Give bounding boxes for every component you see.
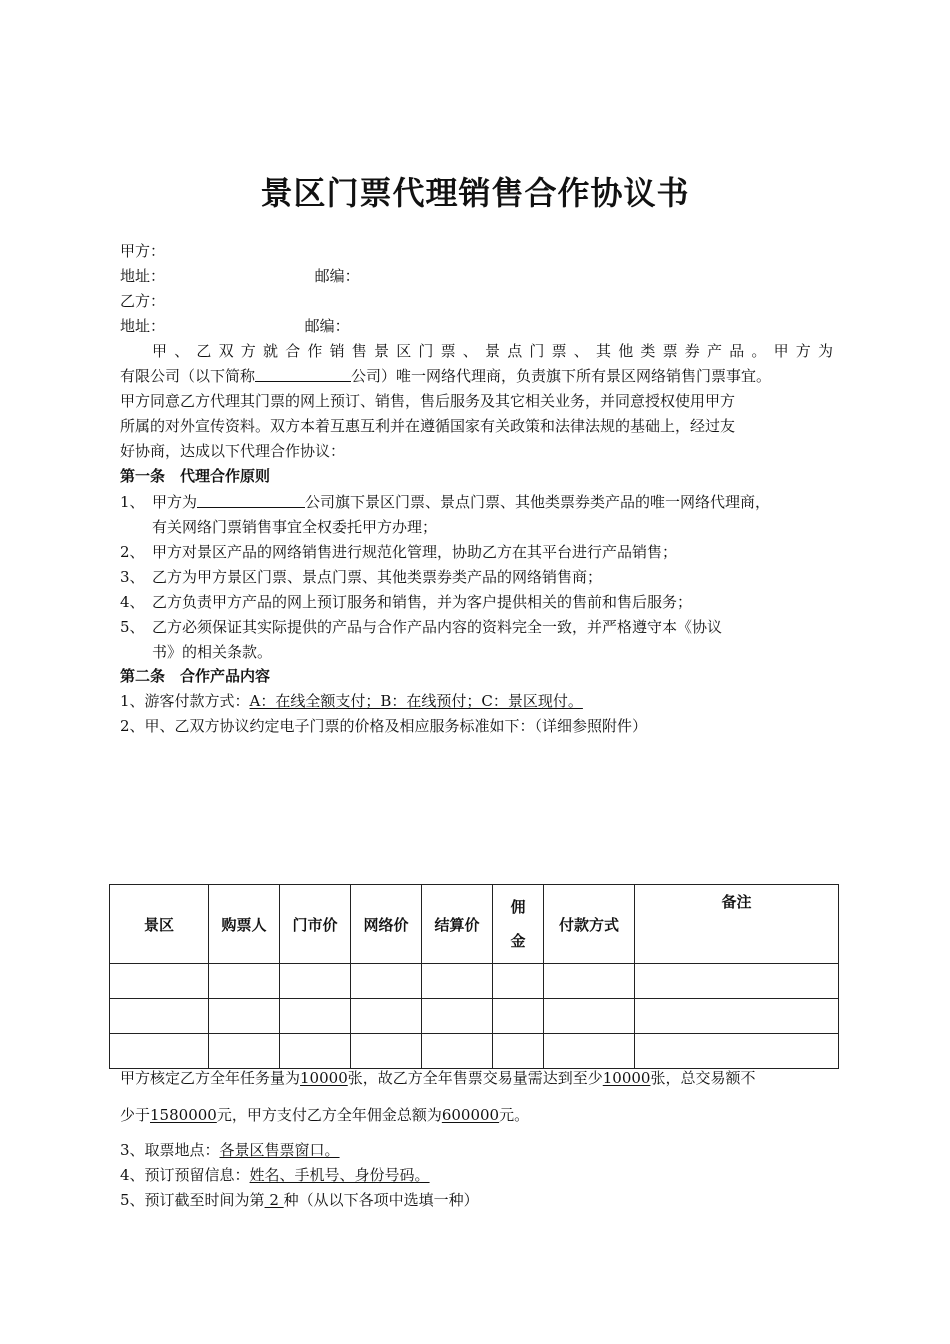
party-a-address: [120, 266, 360, 286]
quota-text: 张，总交易额不: [650, 1069, 756, 1087]
quota-text: 元，甲方支付乙方全年佣金总额为: [216, 1106, 442, 1124]
item-number: 5、: [120, 618, 145, 636]
party-a-label: 甲方：: [120, 242, 166, 260]
intro-line-4: 所属的对外宣传资料。双方本着互惠互利并在遵循国家有关政策和法律法规的基础上，经过友: [120, 417, 736, 435]
pickup-value: 各景区售票窗口。: [219, 1141, 340, 1159]
table-cell[interactable]: [635, 964, 839, 999]
table-row: [110, 999, 839, 1034]
annual-task-quantity: 10000: [300, 1069, 348, 1087]
price-table: [109, 884, 839, 1069]
intro-line-2: [120, 366, 771, 386]
postcode-label: 邮编：: [304, 317, 350, 335]
table-cell[interactable]: [544, 999, 635, 1034]
deadline-text: 种（从以下各项中选填一种）: [283, 1191, 479, 1209]
table-cell[interactable]: [351, 999, 422, 1034]
table-cell[interactable]: [351, 964, 422, 999]
quota-text: 元。: [499, 1106, 530, 1124]
item-number: 4、: [120, 593, 145, 611]
intro-line-1: 甲、乙双方就合作销售景区门票、景点门票、其他类票券产品。甲方为: [152, 342, 841, 360]
table-cell[interactable]: [493, 999, 544, 1034]
payment-value: A：在线全额支付；B：在线预付；C：景区现付。: [249, 692, 583, 710]
item-text: 乙方负责甲方产品的网上预订服务和销售，并为客户提供相关的售前和售后服务；: [152, 593, 693, 611]
article-1-heading: 第一条 代理合作原则: [120, 467, 271, 485]
header-remarks: 备注: [635, 885, 839, 964]
table-row: [110, 964, 839, 999]
company-blank[interactable]: [197, 493, 305, 508]
item-text: 乙方必须保证其实际提供的产品与合作产品内容的资料完全一致，并严格遵守本《协议: [152, 618, 723, 636]
minimum-transaction-amount: 1580000: [150, 1106, 217, 1124]
article-2-heading: 第二条 合作产品内容: [120, 667, 271, 685]
article-1-item-1-cont: 有关网络门票销售事宜全权委托甲方办理；: [152, 518, 438, 536]
article-1-item-2: [0, 541, 950, 561]
intro-text: 有限公司（以下简称: [120, 367, 256, 385]
quota-line-1: [120, 1068, 755, 1088]
intro-text: 公司）唯一网络代理商，负责旗下所有景区网络销售门票事宜。: [351, 367, 772, 385]
table-cell[interactable]: [209, 1034, 280, 1069]
quota-text: 甲方核定乙方全年任务量为: [120, 1069, 301, 1087]
article-1-item-3: [0, 566, 950, 586]
postcode-label: 邮编：: [314, 267, 360, 285]
pickup-location-line: [120, 1140, 340, 1160]
header-retail-price: 门市价: [280, 885, 351, 964]
deadline-option-value: 2: [264, 1191, 284, 1209]
pickup-label: 3、取票地点：: [120, 1141, 220, 1159]
address-label: 地址：: [120, 267, 166, 285]
quota-text: 少于: [120, 1106, 151, 1124]
item-number: 1、: [120, 493, 145, 511]
table-cell[interactable]: [544, 1034, 635, 1069]
intro-line-3: 甲方同意乙方代理其门票的网上预订、销售，售后服务及其它相关业务，并同意授权使用甲方: [120, 392, 736, 410]
table-cell[interactable]: [110, 964, 209, 999]
table-cell[interactable]: [635, 999, 839, 1034]
deadline-label: 5、预订截至时间为第: [120, 1191, 265, 1209]
article-1-item-5: [0, 616, 950, 636]
header-buyer: 购票人: [209, 885, 280, 964]
article-1-item-4: [0, 591, 950, 611]
table-cell[interactable]: [280, 1034, 351, 1069]
payment-method-line: [120, 691, 583, 711]
item-number: 3、: [120, 568, 145, 586]
header-payment-method: 付款方式: [544, 885, 635, 964]
table-row: [110, 1034, 839, 1069]
item-text: 甲方为: [152, 493, 198, 511]
table-cell[interactable]: [635, 1034, 839, 1069]
price-standard-line: 2、甲、乙双方协议约定电子门票的价格及相应服务标准如下：（详细参照附件）: [120, 717, 648, 735]
table-header-row: [110, 885, 839, 964]
document-title: 景区门票代理销售合作协议书: [260, 174, 690, 212]
intro-line-5: 好协商，达成以下代理合作协议：: [120, 442, 346, 460]
table-cell[interactable]: [280, 964, 351, 999]
header-scenic-area: 景区: [110, 885, 209, 964]
header-settlement-price: 结算价: [422, 885, 493, 964]
table-cell[interactable]: [280, 999, 351, 1034]
header-commission: [493, 885, 544, 964]
party-b-address: [120, 316, 350, 336]
quota-text: 张，故乙方全年售票交易量需达到至少: [347, 1069, 603, 1087]
article-1-item-1: [0, 491, 950, 511]
item-text: 公司旗下景区门票、景点门票、其他类票券类产品的唯一网络代理商，: [305, 493, 771, 511]
table-cell[interactable]: [544, 964, 635, 999]
item-text: 甲方对景区产品的网络销售进行规范化管理，协助乙方在其平台进行产品销售；: [152, 543, 678, 561]
table-cell[interactable]: [110, 1034, 209, 1069]
annual-commission-total: 600000: [441, 1106, 500, 1124]
table-cell[interactable]: [493, 1034, 544, 1069]
item-text: 乙方为甲方景区门票、景点门票、其他类票券类产品的网络销售商；: [152, 568, 603, 586]
table-cell[interactable]: [422, 964, 493, 999]
header-commission-char-2: 金: [510, 932, 526, 950]
article-1-item-5-cont: 书》的相关条款。: [152, 643, 273, 661]
item-number: 2、: [120, 543, 145, 561]
party-b-label: 乙方：: [120, 292, 166, 310]
deadline-line: [120, 1190, 479, 1210]
reserve-label: 4、预订预留信息：: [120, 1166, 250, 1184]
table-cell[interactable]: [110, 999, 209, 1034]
table-cell[interactable]: [351, 1034, 422, 1069]
address-label: 地址：: [120, 317, 166, 335]
table-cell[interactable]: [493, 964, 544, 999]
table-cell[interactable]: [422, 1034, 493, 1069]
quota-line-2: [120, 1105, 529, 1125]
payment-label: 1、游客付款方式：: [120, 692, 250, 710]
minimum-sales-quantity: 10000: [602, 1069, 651, 1087]
header-online-price: 网络价: [351, 885, 422, 964]
reserve-info-line: [120, 1165, 430, 1185]
table-cell[interactable]: [209, 999, 280, 1034]
header-commission-char-1: 佣: [510, 898, 526, 916]
company-blank[interactable]: [255, 367, 351, 382]
reserve-value: 姓名、手机号、身份号码。: [249, 1166, 430, 1184]
table-cell[interactable]: [422, 999, 493, 1034]
table-cell[interactable]: [209, 964, 280, 999]
